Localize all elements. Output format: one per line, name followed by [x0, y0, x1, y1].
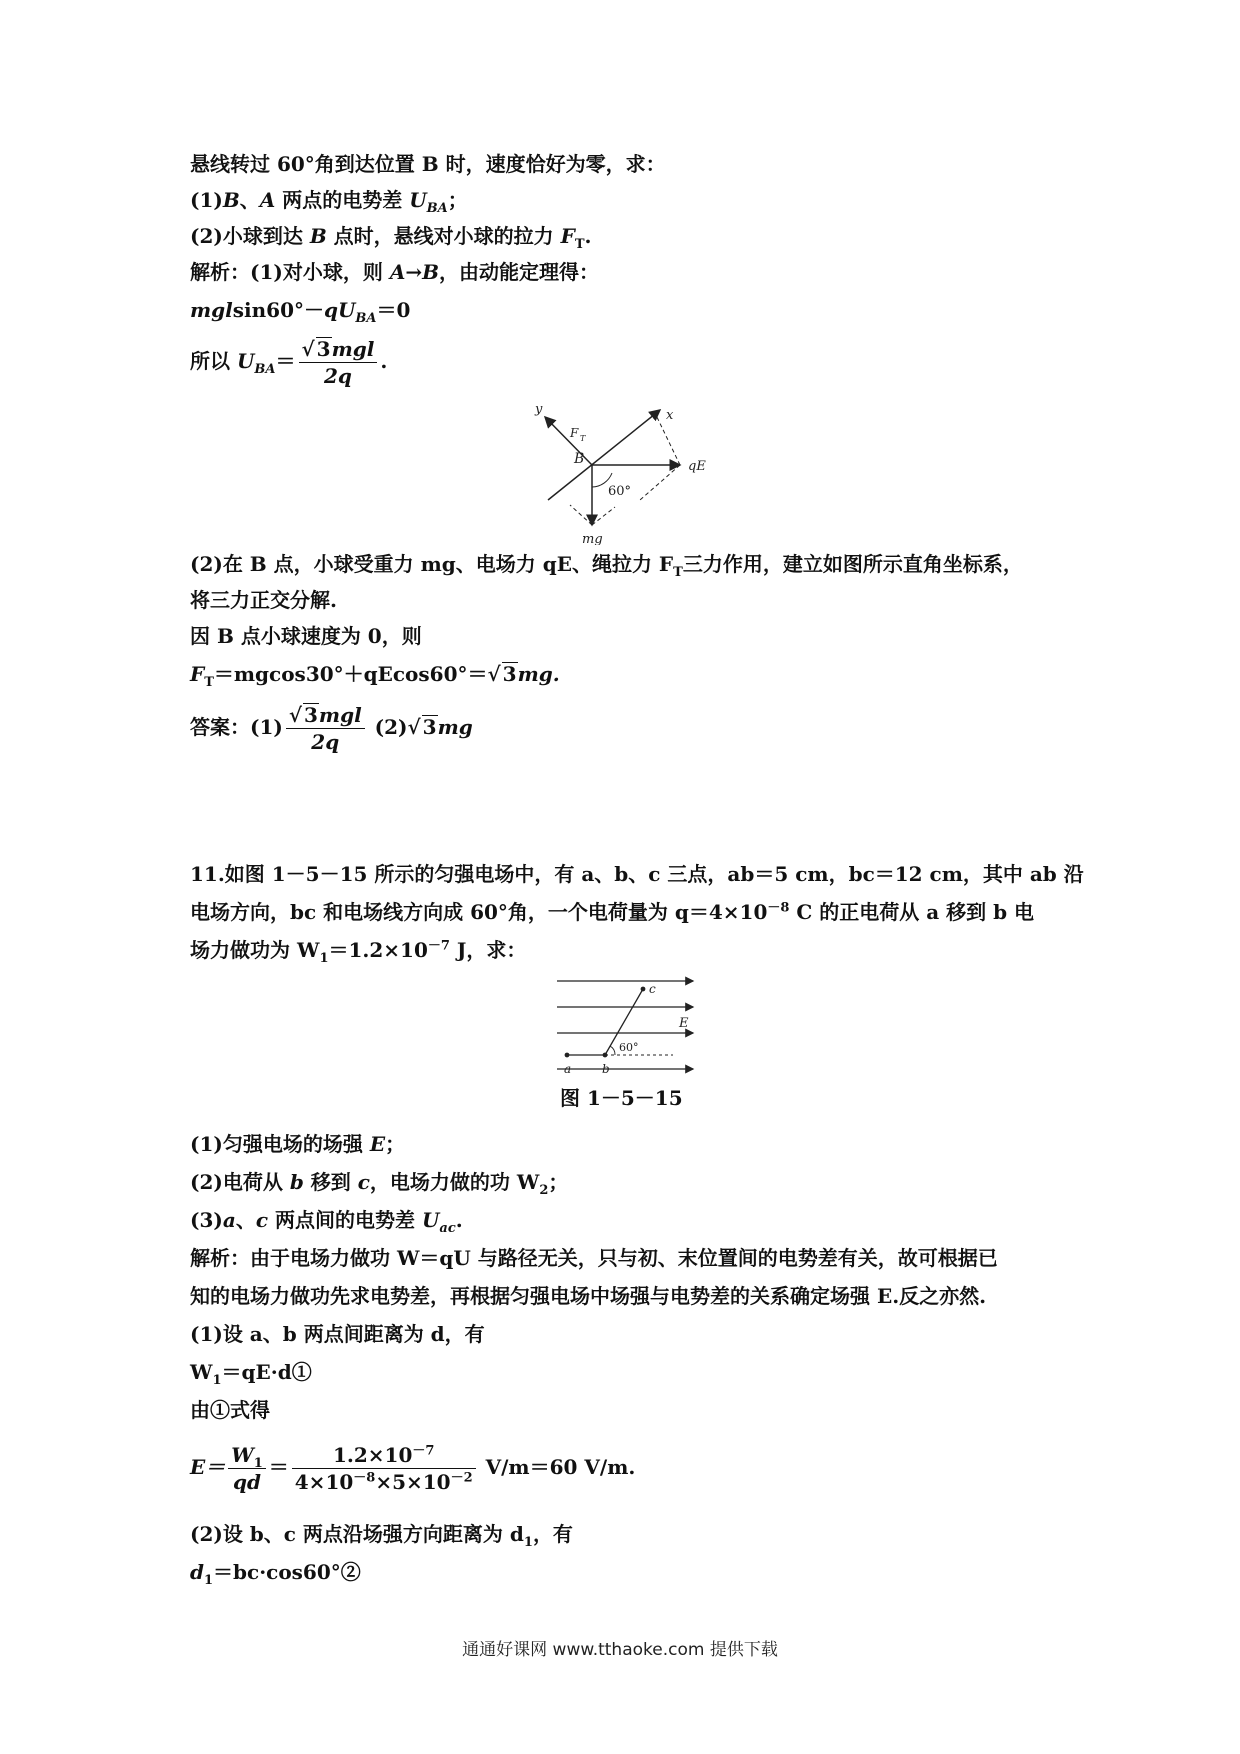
- field-diagram: [555, 975, 705, 1075]
- question-1: (1)B、A 两点的电势差 $U_{BA}$；: [190, 188, 468, 216]
- force-diagram: [530, 395, 730, 545]
- solution-11-line-6: (2)设 b、c 两点沿场强方向距离为 $d_1$，有: [190, 1522, 573, 1550]
- question-11-line-2: 电场方向，bc 和电场线方向成 60°角，一个电荷量为 $q=4\times 10^{-8}$ C 的正电荷从 a 移到 b 电: [190, 900, 1035, 924]
- svg-text:x: x: [666, 408, 674, 423]
- solution-11-line-1: 解析：由于电场力做功 W＝qU 与路径无关，只与初、末位置间的电势差有关，故可根据已: [190, 1246, 998, 1270]
- solution-2-equation: $F_T=mgcos30^\circ+qEcos60^\circ=√$ 3mg.: [190, 662, 560, 690]
- question-11-part-1: (1)匀强电场的场强 E；: [190, 1132, 406, 1156]
- svg-text:60°: 60°: [619, 1041, 639, 1054]
- svg-text:F: F: [570, 426, 579, 440]
- fraction: $\frac{W_1}{qd}$: [228, 1442, 266, 1495]
- svg-text:60°: 60°: [608, 484, 632, 499]
- question-11-part-3: (3)a、c 两点间的电势差 $U_{ac}$.: [190, 1208, 463, 1236]
- svg-text:qE: qE: [688, 459, 706, 474]
- solution-11-equation: E＝ $\frac{W_1}{qd}$ ＝ $\frac{1.2\times 10^{-7}}{4\times 10^{-8}\times 5\times 10^{-2}}$ V/m＝60 V/m.: [190, 1443, 636, 1494]
- question-11-part-2: (2)电荷从 b 移到 c，电场力做的功 $W_2$；: [190, 1170, 569, 1198]
- equation-uba: 所以 $U_{BA}=$ $\frac{\text{√ 3mgl}}{2q}$ .: [190, 337, 388, 388]
- solution-11-line-3: (1)设 a、b 两点间距离为 d，有: [190, 1322, 485, 1346]
- solution-11-line-2: 知的电场力做功先求电势差，再根据匀强电场中场强与电势差的关系确定场强 E.反之亦然.: [190, 1284, 987, 1308]
- question-2: (2)小球到达 B 点时，悬线对小球的拉力 $F_T$.: [190, 224, 592, 252]
- solution-11-line-4: $W_1=qE\cdot d①$: [190, 1360, 312, 1388]
- equation-energy: $mglsin60^\circ-qU_{BA}=0$: [190, 298, 411, 326]
- question-11-line-3: 场力做功为 $W_1=1.2\times 10^{-7}$ J，求：: [190, 938, 527, 966]
- svg-text:E: E: [679, 1016, 689, 1031]
- svg-text:a: a: [564, 1062, 572, 1075]
- svg-text:mg: mg: [582, 532, 603, 545]
- solution-2-line-2: 将三力正交分解.: [190, 588, 337, 612]
- fraction: $\frac{\text{√ 3mgl}}{2q}$: [299, 336, 378, 389]
- solution-11-line-5: 由①式得: [190, 1398, 270, 1422]
- solution-line: 解析：(1)对小球，则 A→B，由动能定理得：: [190, 260, 599, 284]
- fraction: $\frac{1.2\times 10^{-7}}{4\times 10^{-8}\times 5\times 10^{-2}}$: [292, 1442, 476, 1495]
- svg-text:c: c: [649, 982, 656, 996]
- svg-text:y: y: [535, 402, 543, 417]
- answer-line: 答案：(1) $\frac{\text{√ 3mgl}}{2q}$ (2)√ 3mg: [190, 703, 473, 754]
- solution-11-line-7: $d_1=bc\cdot\cos 60^\circ ②$: [190, 1560, 361, 1588]
- footer-text: 通通好课网 www.tthaoke.com 提供下载: [462, 1640, 778, 1660]
- problem-text-line: 悬线转过 60°角到达位置 B 时，速度恰好为零，求：: [190, 152, 666, 176]
- solution-2-line-1: (2)在 B 点，小球受重力 mg、电场力 qE、绳拉力 $F_T$三力作用，建立如图所示直角坐标系，: [190, 552, 1023, 580]
- figure-caption: 图 1－5－15: [560, 1086, 683, 1110]
- solution-2-line-3: 因 B 点小球速度为 0，则: [190, 624, 422, 648]
- svg-text:T: T: [580, 434, 586, 443]
- fraction: $\frac{\text{√ 3mgl}}{2q}$: [286, 702, 365, 755]
- svg-text:b: b: [602, 1062, 610, 1075]
- svg-text:B: B: [574, 451, 585, 467]
- question-11-line-1: 11.如图 1－5－15 所示的匀强电场中，有 a、b、c 三点，ab＝5 cm，bc＝12 cm，其中 ab 沿: [190, 862, 1084, 886]
